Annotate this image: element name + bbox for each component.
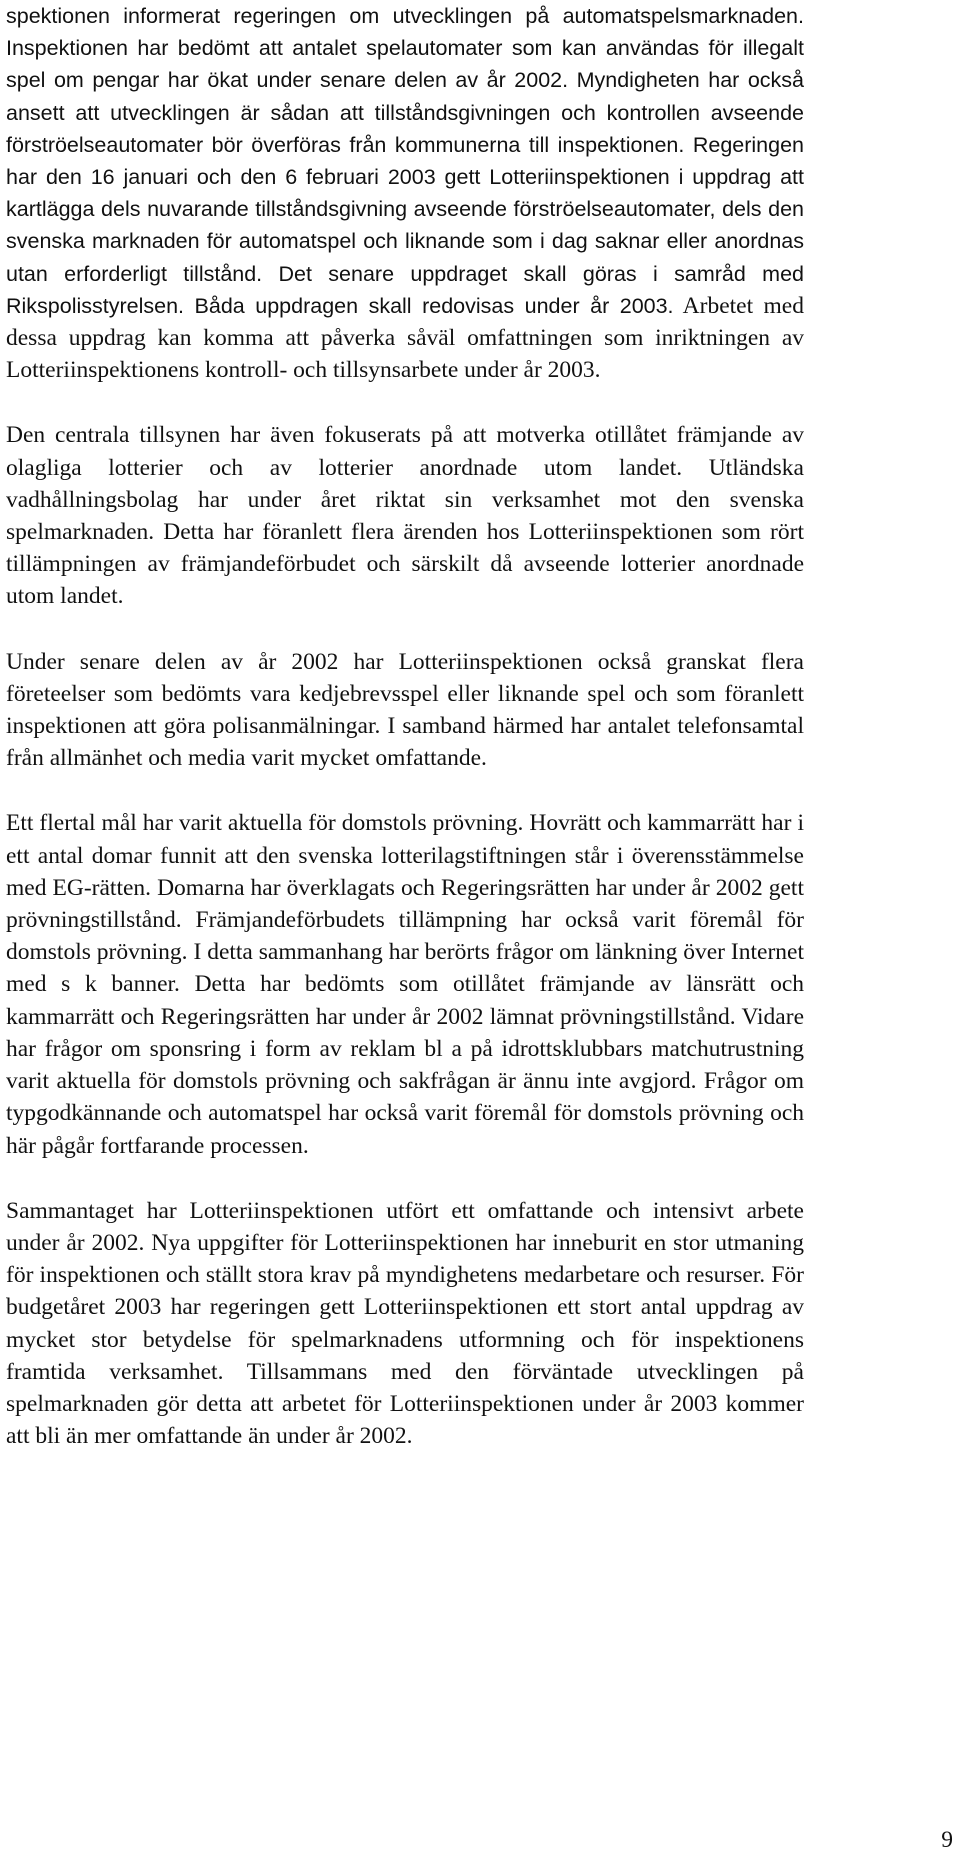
body-text [6, 0, 804, 1452]
paragraph-sans-part: spektionen informerat regeringen om utvecklingen på automatspelsmarknaden. Inspektionen har bedömt att antalet spelautomater som kan användas för illegalt spel om pengar har ökat under senare delen av år 2002. Myndigheten har också ansett att utvecklingen är sådan att tillståndsgivningen och kontrollen avseende förströelseautomater bör överföras från kommunerna till inspektionen. Regeringen har den 16 januari och den 6 februari 2003 gett Lotteriinspektionen i uppdrag att kartlägga dels nuvarande tillståndsgivning avseende förströelseautomater, dels den svenska marknaden för automatspel och liknande som i dag saknar eller anordnas utan erforderligt tillstånd. Det senare uppdraget skall göras i samråd med Rikspolisstyrelsen. Båda uppdragen skall redovisas under år 2003. [6, 4, 804, 318]
paragraph-summary: Sammantaget har Lotteriinspektionen utfört ett omfattande och intensivt arbete under år 2002. Nya uppgifter för Lotteriinspektionen har inneburit en stor utmaning för inspektionen och ställt stora krav på myndighetens medarbetare och resurser. För budgetåret 2003 har regeringen gett Lotteriinspektionen ett stort antal uppdrag av mycket stor betydelse för spelmarknadens utformning och för inspektionens framtida verksamhet. Tillsammans med den förväntade utvecklingen på spelmarknaden gör detta att arbetet för Lotteriinspektionen under år 2003 kommer att bli än mer omfattande än under år 2002. [6, 1197, 804, 1450]
paragraph-court-cases: Ett flertal mål har varit aktuella för domstols prövning. Hovrätt och kammarrätt har i ett antal domar funnit att den svenska lotterilagstiftningen står i överensstämmelse med EG-rätten. Domarna har överklagats och Regeringsrätten har under år 2002 gett prövningstillstånd. Främjandeförbudets tillämpning har också varit föremål för domstols prövning. I detta sammanhang har berörts frågor om länkning över Internet med s k banner. Detta har bedömts som otillåtet främjande av länsrätt och kammarrätt och Regeringsrätten har under år 2002 lämnat prövningstillstånd. Vidare har frågor om sponsring i form av reklam bl a på idrottsklubbars matchutrustning varit aktuella för domstols prövning och sakfrågan är ännu inte avgjord. Frågor om typgodkännande och automatspel har också varit föremål för domstols prövning och här pågår fortfarande processen. [6, 810, 804, 1159]
paragraph-chain-letter-games: Under senare delen av år 2002 har Lotteriinspektionen också granskat flera företeelser som bedömts vara kedjebrevsspel eller liknande spel och som föranlett inspektionen att göra polisanmälningar. I samband härmed har antalet telefonsamtal från allmänhet och media varit mycket omfattande. [6, 648, 804, 772]
paragraph-serif-part: Arbetet med dessa uppdrag kan komma att påverka såväl omfattningen som inriktningen av Lotteriinspektionens kontroll- och tillsynsarbete under år 2003. [6, 292, 804, 384]
page-number: 9 [941, 1827, 953, 1853]
paragraph-automat-market [6, 0, 804, 386]
paragraph-central-supervision: Den centrala tillsynen har även fokuserats på att motverka otillåtet främjande av olagliga lotterier och av lotterier anordnade utom landet. Utländska vadhållningsbolag har under året riktat sin verksamhet mot den svenska spelmarknaden. Detta har föranlett flera ärenden hos Lotteriinspektionen som rört tillämpningen av främjandeförbudet och särskilt då avseende lotterier anordnade utom landet. [6, 422, 804, 610]
